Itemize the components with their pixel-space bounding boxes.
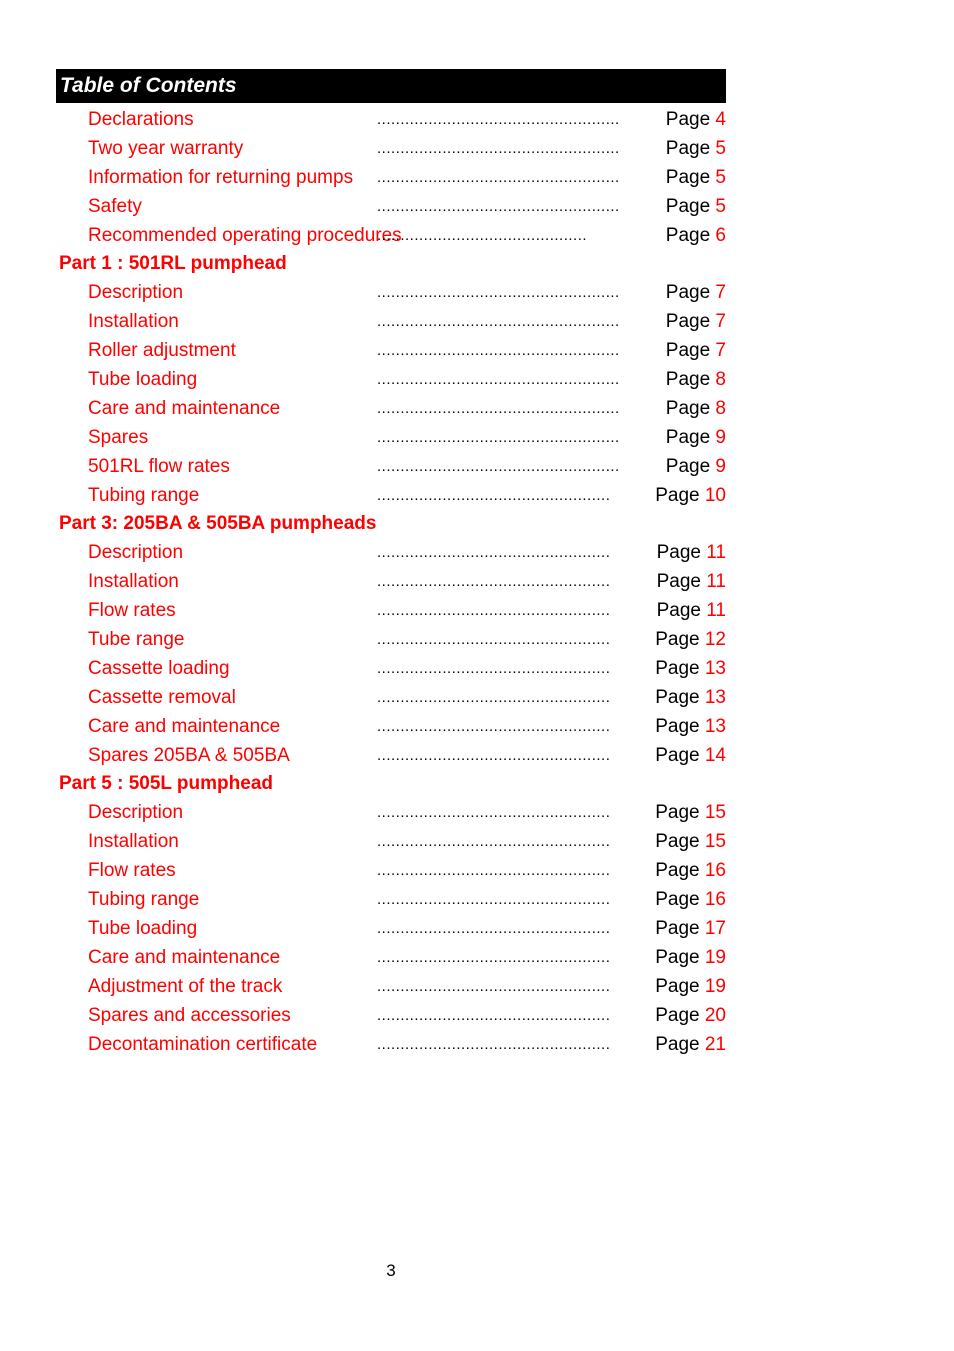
dot-leader: .................................................. — [377, 573, 611, 591]
dot-leader: ............................................. — [377, 226, 588, 244]
page-link-number[interactable]: 21 — [704, 1033, 726, 1055]
toc-entry[interactable] — [0, 828, 954, 857]
page-link-number[interactable]: 12 — [704, 629, 726, 651]
page-reference[interactable] — [655, 1031, 726, 1060]
dot-leader: .................................................... — [377, 197, 620, 215]
toc-entry-label[interactable]: Description — [88, 282, 184, 304]
page-link-number[interactable]: 6 — [715, 224, 726, 246]
toc-entry[interactable] — [0, 655, 954, 684]
dot-leader: .................................................. — [377, 544, 611, 562]
dot-leader: .................................................... — [377, 457, 620, 475]
page-reference[interactable] — [655, 886, 726, 915]
page-word: Page — [665, 224, 711, 246]
page-reference[interactable] — [666, 193, 726, 222]
dot-leader: .................................................. — [377, 1035, 611, 1053]
dot-leader: .................................................... — [377, 168, 620, 186]
page-reference[interactable] — [655, 915, 726, 944]
page-reference[interactable] — [655, 482, 726, 511]
dot-leader: .................................................... — [377, 428, 620, 446]
page-word: Page — [665, 369, 711, 391]
page-word: Page — [665, 397, 711, 419]
toc-entry[interactable] — [0, 395, 954, 424]
toc-entry-label[interactable]: Tubing range — [88, 484, 200, 506]
page-word: Page — [665, 455, 711, 477]
page-reference[interactable] — [666, 308, 726, 337]
toc-entry[interactable] — [0, 944, 954, 973]
toc-entry[interactable] — [0, 597, 954, 626]
page-reference[interactable] — [657, 597, 726, 626]
page-number: 3 — [386, 1261, 396, 1280]
page-link-number[interactable]: 15 — [704, 831, 726, 853]
section-title: Part 3: 205BA & 505BA pumpheads — [59, 513, 377, 535]
page-word: Page — [656, 571, 701, 593]
toc-entry-label[interactable]: Description — [88, 542, 184, 564]
toc-entry-label[interactable]: Declarations — [88, 109, 194, 130]
dot-leader: .................................................... — [377, 399, 620, 417]
page-link-number[interactable]: 19 — [704, 975, 726, 997]
page-reference[interactable] — [655, 626, 726, 655]
page-reference[interactable] — [655, 799, 726, 828]
page-reference[interactable] — [666, 164, 726, 193]
page-word: Page — [655, 831, 700, 853]
toc-entry[interactable] — [0, 568, 954, 597]
page-word: Page — [665, 195, 711, 217]
toc-entry[interactable] — [0, 684, 954, 713]
dot-leader: .................................................... — [377, 139, 620, 157]
dot-leader: .................................................. — [377, 688, 611, 706]
toc-section-heading — [0, 770, 954, 799]
page-reference[interactable] — [657, 568, 726, 597]
page-word: Page — [665, 109, 711, 130]
dot-leader: .................................................... — [377, 284, 620, 302]
page-word: Page — [655, 1033, 700, 1055]
page-link-number[interactable]: 4 — [715, 109, 726, 130]
toc-entry[interactable] — [0, 886, 954, 915]
toc-entry[interactable] — [0, 164, 954, 193]
page-link-number[interactable]: 15 — [704, 802, 726, 824]
toc-entry-label[interactable]: Care and maintenance — [88, 397, 281, 419]
toc-entry-label[interactable]: 501RL flow rates — [88, 455, 230, 477]
page-link-number[interactable]: 19 — [704, 946, 726, 968]
toc-entry-label[interactable]: Tube loading — [88, 917, 198, 939]
dot-leader: .................................................. — [377, 891, 611, 909]
page-reference[interactable] — [655, 1002, 726, 1031]
toc-entry-label[interactable]: Spares — [88, 426, 149, 448]
page-link-number[interactable]: 16 — [704, 889, 726, 911]
page-reference[interactable] — [655, 684, 726, 713]
page-word: Page — [655, 1004, 700, 1026]
toc-entry[interactable] — [0, 742, 954, 771]
page-word: Page — [655, 860, 700, 882]
page-reference[interactable] — [666, 135, 726, 164]
toc-entry[interactable] — [0, 135, 954, 164]
toc-entry[interactable] — [0, 1002, 954, 1031]
toc-entry[interactable] — [0, 424, 954, 453]
toc-entry-label[interactable]: Installation — [88, 311, 179, 333]
toc-entry[interactable] — [0, 915, 954, 944]
toc-entry-label[interactable]: Decontamination certificate — [88, 1033, 318, 1055]
section-title: Part 5 : 505L pumphead — [59, 773, 273, 795]
dot-leader: .................................................. — [377, 602, 611, 620]
page-reference[interactable] — [666, 337, 726, 366]
page-word: Page — [665, 166, 711, 188]
dot-leader: .................................................. — [377, 631, 611, 649]
dot-leader: .................................................. — [377, 746, 611, 764]
page-word: Page — [655, 686, 700, 708]
toc-entry-label[interactable]: Installation — [88, 831, 179, 853]
page-link-number[interactable]: 11 — [706, 600, 726, 622]
page-word: Page — [665, 137, 711, 159]
page-link-number[interactable]: 11 — [706, 542, 726, 564]
toc-entry-label[interactable]: Roller adjustment — [88, 340, 236, 362]
toc-entry[interactable] — [0, 626, 954, 655]
page-link-number[interactable]: 13 — [704, 715, 726, 737]
page-reference[interactable] — [655, 742, 726, 771]
page-word: Page — [665, 426, 711, 448]
dot-leader: .................................................. — [377, 919, 611, 937]
page-word: Page — [665, 311, 711, 333]
page-link-number[interactable]: 9 — [715, 455, 726, 477]
page-link-number[interactable]: 7 — [715, 340, 726, 362]
page-link-number[interactable]: 10 — [704, 484, 726, 506]
toc-entry[interactable] — [0, 106, 954, 135]
toc-entry[interactable] — [0, 1031, 954, 1060]
dot-leader: .................................................. — [377, 1006, 611, 1024]
dot-leader: .................................................... — [377, 371, 620, 389]
toc-entry-label[interactable]: Cassette loading — [88, 657, 230, 679]
page-link-number[interactable]: 7 — [715, 282, 726, 304]
toc-entry-label[interactable]: Care and maintenance — [88, 946, 281, 968]
page-link-number[interactable]: 9 — [715, 426, 726, 448]
toc-list — [0, 106, 954, 1059]
page-reference[interactable] — [655, 973, 726, 1002]
page-link-number[interactable]: 16 — [704, 860, 726, 882]
toc-entry-label[interactable]: Description — [88, 802, 184, 824]
page-reference[interactable] — [666, 453, 726, 482]
page-word: Page — [655, 802, 700, 824]
page-word: Page — [655, 946, 700, 968]
page-word: Page — [655, 484, 700, 506]
toc-entry-label[interactable]: Information for returning pumps — [88, 166, 354, 188]
toc-section-heading — [0, 510, 954, 539]
dot-leader: .................................................. — [377, 833, 611, 851]
page-word: Page — [655, 715, 700, 737]
page-link-number[interactable]: 17 — [704, 917, 726, 939]
toc-entry-label[interactable]: Care and maintenance — [88, 715, 281, 737]
page-reference[interactable] — [655, 944, 726, 973]
dot-leader: .................................................. — [377, 659, 611, 677]
toc-entry-label[interactable]: Spares 205BA & 505BA — [88, 744, 290, 766]
page-word: Page — [655, 917, 700, 939]
page-word: Page — [665, 340, 711, 362]
dot-leader: .................................................. — [377, 486, 611, 504]
toc-entry[interactable] — [0, 222, 954, 251]
toc-entry-label[interactable]: Tube range — [88, 629, 185, 651]
page-link-number[interactable]: 13 — [704, 686, 726, 708]
page-link-number[interactable]: 8 — [715, 397, 726, 419]
page-reference[interactable] — [666, 424, 726, 453]
toc-entry-label[interactable]: Safety — [88, 195, 142, 217]
toc-entry[interactable] — [0, 366, 954, 395]
toc-entry[interactable] — [0, 713, 954, 742]
toc-entry[interactable] — [0, 482, 954, 511]
page-link-number[interactable]: 13 — [704, 657, 726, 679]
toc-entry-label[interactable]: Tube loading — [88, 369, 198, 391]
toc-entry[interactable] — [0, 279, 954, 308]
toc-entry-label[interactable]: Recommended operating procedures — [88, 224, 402, 246]
toc-entry-label[interactable]: Flow rates — [88, 600, 176, 622]
page-word: Page — [655, 657, 700, 679]
toc-entry[interactable] — [0, 857, 954, 886]
toc-entry-label[interactable]: Adjustment of the track — [88, 975, 283, 997]
toc-entry-label[interactable]: Installation — [88, 571, 179, 593]
page-reference[interactable] — [666, 395, 726, 424]
page-reference[interactable] — [655, 655, 726, 684]
toc-entry-label[interactable]: Tubing range — [88, 889, 200, 911]
page-link-number[interactable]: 5 — [715, 166, 726, 188]
toc-entry[interactable] — [0, 973, 954, 1002]
dot-leader: .................................................... — [377, 342, 620, 360]
toc-entry-label[interactable]: Flow rates — [88, 860, 176, 882]
page-reference[interactable] — [666, 222, 726, 251]
page-link-number[interactable]: 20 — [704, 1004, 726, 1026]
page-link-number[interactable]: 11 — [706, 571, 726, 593]
toc-entry[interactable] — [0, 308, 954, 337]
toc-title: Table of Contents — [56, 69, 726, 103]
page-word: Page — [655, 629, 700, 651]
toc-entry[interactable] — [0, 453, 954, 482]
dot-leader: .................................................. — [377, 862, 611, 880]
page-reference[interactable] — [655, 857, 726, 886]
page-reference[interactable] — [655, 713, 726, 742]
dot-leader: .................................................. — [377, 977, 611, 995]
page-reference[interactable] — [666, 279, 726, 308]
page-reference[interactable] — [666, 366, 726, 395]
page-link-number[interactable]: 7 — [715, 311, 726, 333]
toc-entry-label[interactable]: Cassette removal — [88, 686, 236, 708]
toc-section-heading — [0, 250, 954, 279]
page-reference[interactable] — [655, 828, 726, 857]
page-word: Page — [656, 600, 701, 622]
toc-entry[interactable] — [0, 193, 954, 222]
toc-entry[interactable] — [0, 539, 954, 568]
page-link-number[interactable]: 8 — [715, 369, 726, 391]
page-link-number[interactable]: 14 — [704, 744, 726, 766]
page-word: Page — [665, 282, 711, 304]
page-word: Page — [656, 542, 701, 564]
page-word: Page — [655, 889, 700, 911]
toc-entry[interactable] — [0, 799, 954, 828]
dot-leader: .................................................. — [377, 948, 611, 966]
page-reference[interactable] — [666, 106, 726, 135]
dot-leader: .................................................. — [377, 717, 611, 735]
toc-entry-label[interactable]: Two year warranty — [88, 137, 244, 159]
toc-entry[interactable] — [0, 337, 954, 366]
page-word: Page — [655, 975, 700, 997]
page-reference[interactable] — [657, 539, 726, 568]
page-link-number[interactable]: 5 — [715, 137, 726, 159]
page-link-number[interactable]: 5 — [715, 195, 726, 217]
toc-entry-label[interactable]: Spares and accessories — [88, 1004, 291, 1026]
page-word: Page — [655, 744, 700, 766]
section-title: Part 1 : 501RL pumphead — [59, 253, 287, 275]
dot-leader: .................................................... — [377, 111, 620, 128]
dot-leader: .................................................. — [377, 804, 611, 822]
dot-leader: .................................................... — [377, 313, 620, 331]
